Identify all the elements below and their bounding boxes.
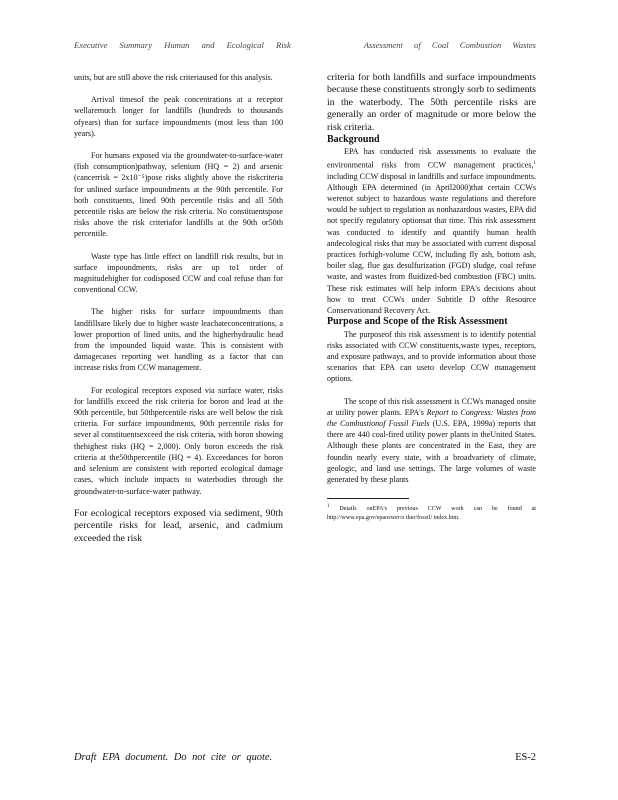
footnote-divider: [327, 498, 409, 499]
footnote-text: Details onEPA's previous CCW work can be found at http://www.epa.gov/epaoswer/o ther/fossil/ index.htm.: [327, 506, 536, 521]
report-title: Report to Congress: Wastes from the Combustionof Fossil Fuels: [327, 407, 536, 428]
paragraph-scope: [327, 396, 536, 486]
paragraph-human-risks: For humans exposed via the groundwater-to-surface-water (fish consumption)pathway, selenium (HQ = 2) and arsenic (cancerrisk = 2x10⁻⁵)pose risks slightly above the riskcriteria for unlined surface impoundments at the 90th percentile. For both constituents, lined 90th percentile risks and all 50th percentile risks are below the risk criteria. No constituentspose risks above the risk criteriafor landfills at the 90th or50th percentile.: [74, 151, 283, 239]
paragraph-criteria-continued: criteria for both landfills and surface impoundments because these constituents strongly sorb to sediments in the waterbody. The 50th percentile risks are generally an order of magnitude or more below the risk criteria.: [327, 72, 536, 133]
paragraph-ecological-surface-water: For ecological receptors exposed via surface water, risks for landfills exceed the risk criteria for boron and lead at the 90th percentile, but 50thpercentile risks are well below the risk criteria. For surface impoundments, 90th percentile risks for sever al constituentsexceed the risk criteria, with boron showing thehighest risks (HQ = 2,000). Only boron exceeds the risk criteria at the50thpercentile (HQ = 4). Exceedances for boron and selenium are consistent with reported ecological damage cases, which include impacts to waterbodies through the groundwater-to-surface-water pathway.: [74, 385, 283, 496]
right-column: [327, 72, 536, 522]
footnote: [327, 503, 536, 522]
scope-text-a: The scope of this risk assessment is CCWs managed onsite at utility power plants. EPA's: [327, 396, 536, 417]
paragraph-ecological-sediment: For ecological receptors exposed via sediment, 90th percentile risks for lead, arsenic, and cadmium exceeded the risk: [74, 507, 283, 544]
paragraph-higher-risks: The higher risks for surface impoundments than landfillsare likely due to higher waste leachateconcentrations, a lower proportion of lined units, and the higherhydraulic head from the impounded liquid waste. This is consistent with damagecases reporting wet handling as a factor that can increase risks from CCW management.: [74, 307, 283, 373]
paragraph-arrival-times: Arrival timesof the peak concentrations at a receptor wellaremuch longer for landfills (hundreds to thousands ofyears) than for surface impoundments (most less than 100 years).: [74, 95, 283, 138]
section-heading-purpose-scope: Purpose and Scope of the Risk Assessment: [327, 316, 508, 328]
header-right-text: Assessment of Coal Combustion Wastes: [363, 40, 536, 50]
footer-draft-notice: Draft EPA document. Do not cite or quote.: [74, 752, 273, 763]
paragraph-continued: units, but are still above the risk criteriaused for this analysis.: [74, 73, 273, 82]
paragraph-waste-type: Waste type has little effect on landfill risk results, but in surface impoundments, risks are up to1 order of magnitudehigher for codisposed CCW and coal refuse than for conventional CCW.: [74, 251, 283, 295]
header-left-text: Executive Summary Human and Ecological Risk: [74, 40, 291, 50]
background-text-a: EPA has conducted risk assessments to evaluate the environmental risks from CCW management practices,: [327, 147, 536, 170]
section-heading-background: Background: [327, 134, 380, 146]
footnote-reference: 1: [533, 160, 536, 166]
running-header: [74, 40, 536, 54]
scope-text-b: (U.S. EPA, 1999a) reports that there are 440 coal-fired utility power plants in theUnited States. Although these plants are concentrated in the East, they are foundin nearly every state, with a broadvariety of climate, geologic, and land use settings. The large volumes of waste generated by these plants: [327, 419, 536, 485]
paragraph-purpose: The purposeof this risk assessment is to identify potential risks associated with CCW constituents,waste types, receptors, and exposure pathways, and to provide information about those scenarios that EPA can useto develop CCW management options.: [327, 329, 536, 384]
page-number: ES-2: [515, 752, 536, 763]
background-text-b: including CCW disposal in landfills and surface impoundments. Although EPA determined (in April2000)that certain CCWs werenot subject to hazardous waste regulations and therefore would be subject to regulation as nonhazardous wastes, EPA did not specify regulatory optionsat that time. This risk assessment was conducted to identify and quantify human health andecological risks that may be associated with current disposal practices forhigh-volume CCW, including fly ash, bottom ash, boiler slag, flue gas desulfurization (FGD) sludge, coal refuse waste, and wastes from fluidized-bed combustion (FBC) units. These risk estimates will help inform EPA's decisions about how to treat CCWs under Subtitle D ofthe Resource Conservationand Recovery Act.: [327, 171, 536, 315]
paragraph-background: [327, 146, 536, 316]
left-column: [74, 72, 283, 545]
footnote-number: 1: [327, 504, 330, 510]
